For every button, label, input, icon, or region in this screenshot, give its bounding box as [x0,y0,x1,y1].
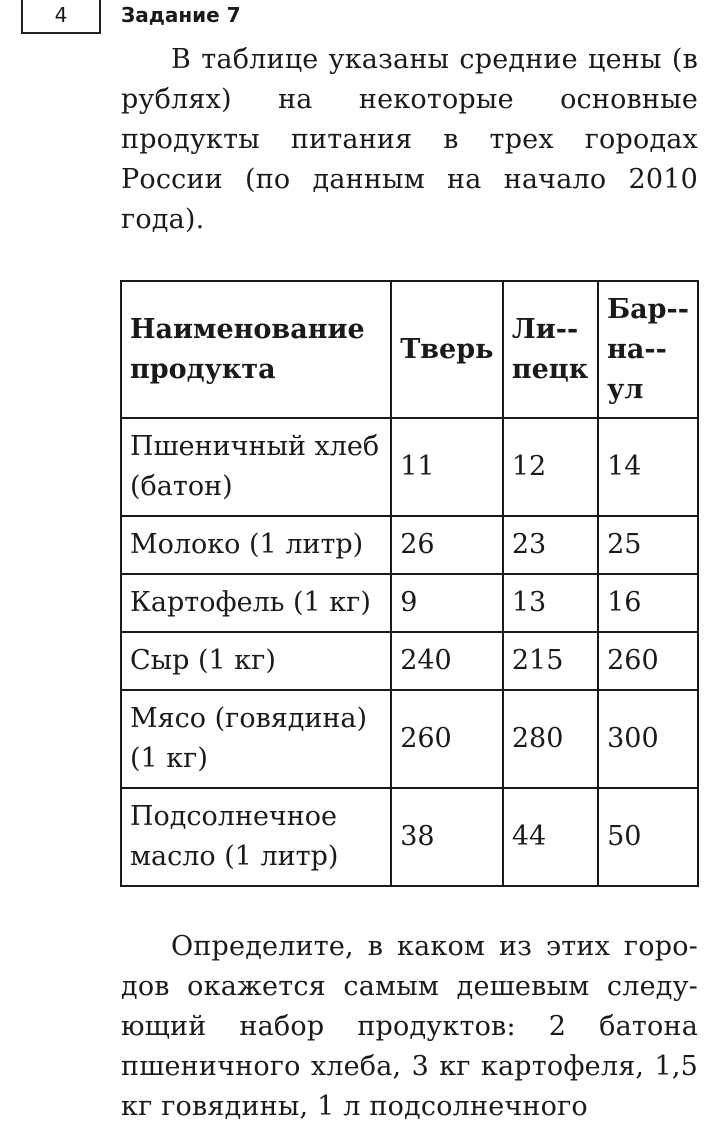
product-cell: Картофель (1 кг) [121,574,391,632]
header-tver: Тверь [391,281,503,418]
table-row [121,418,698,516]
price-cell: 260 [391,690,503,788]
intro-paragraph: В таблице указаны средние цены (в рублях) на некоторые основные продукты питания в трех городах России (по данным на начало 2010 года). [121,44,698,235]
price-cell: 12 [503,418,598,516]
price-cell: 260 [598,632,698,690]
task-number-box: 4 [21,0,101,34]
price-table [120,280,699,887]
header-product: Наименование продукта [121,281,391,418]
price-cell: 14 [598,418,698,516]
price-cell: 240 [391,632,503,690]
question-paragraph: Определите, в каком из этих горо-дов окажется самым дешевым следу-ющий набор продуктов: 2 батона пшеничного хлеба, 3 кг картофеля, 1,5 кг говядины, 1 л подсолнечного [121,931,698,1122]
price-cell: 26 [391,516,503,574]
price-cell: 280 [503,690,598,788]
price-cell: 44 [503,788,598,886]
product-cell: Молоко (1 литр) [121,516,391,574]
table-row [121,690,698,788]
table-row [121,516,698,574]
header-barnaul: Бар-на-ул [598,281,698,418]
price-cell: 9 [391,574,503,632]
table-row [121,788,698,886]
price-cell: 215 [503,632,598,690]
product-cell: Подсолнечное масло (1 литр) [121,788,391,886]
task-title: Задание 7 [121,3,241,27]
price-cell: 11 [391,418,503,516]
table-row [121,632,698,690]
price-cell: 16 [598,574,698,632]
product-cell: Сыр (1 кг) [121,632,391,690]
price-cell: 38 [391,788,503,886]
price-cell: 23 [503,516,598,574]
product-cell: Пшеничный хлеб (батон) [121,418,391,516]
table-header-row [121,281,698,418]
price-cell: 50 [598,788,698,886]
price-cell: 300 [598,690,698,788]
header-lipetsk: Ли-пецк [503,281,598,418]
price-cell: 25 [598,516,698,574]
price-cell: 13 [503,574,598,632]
table-row [121,574,698,632]
product-cell: Мясо (говядина) (1 кг) [121,690,391,788]
